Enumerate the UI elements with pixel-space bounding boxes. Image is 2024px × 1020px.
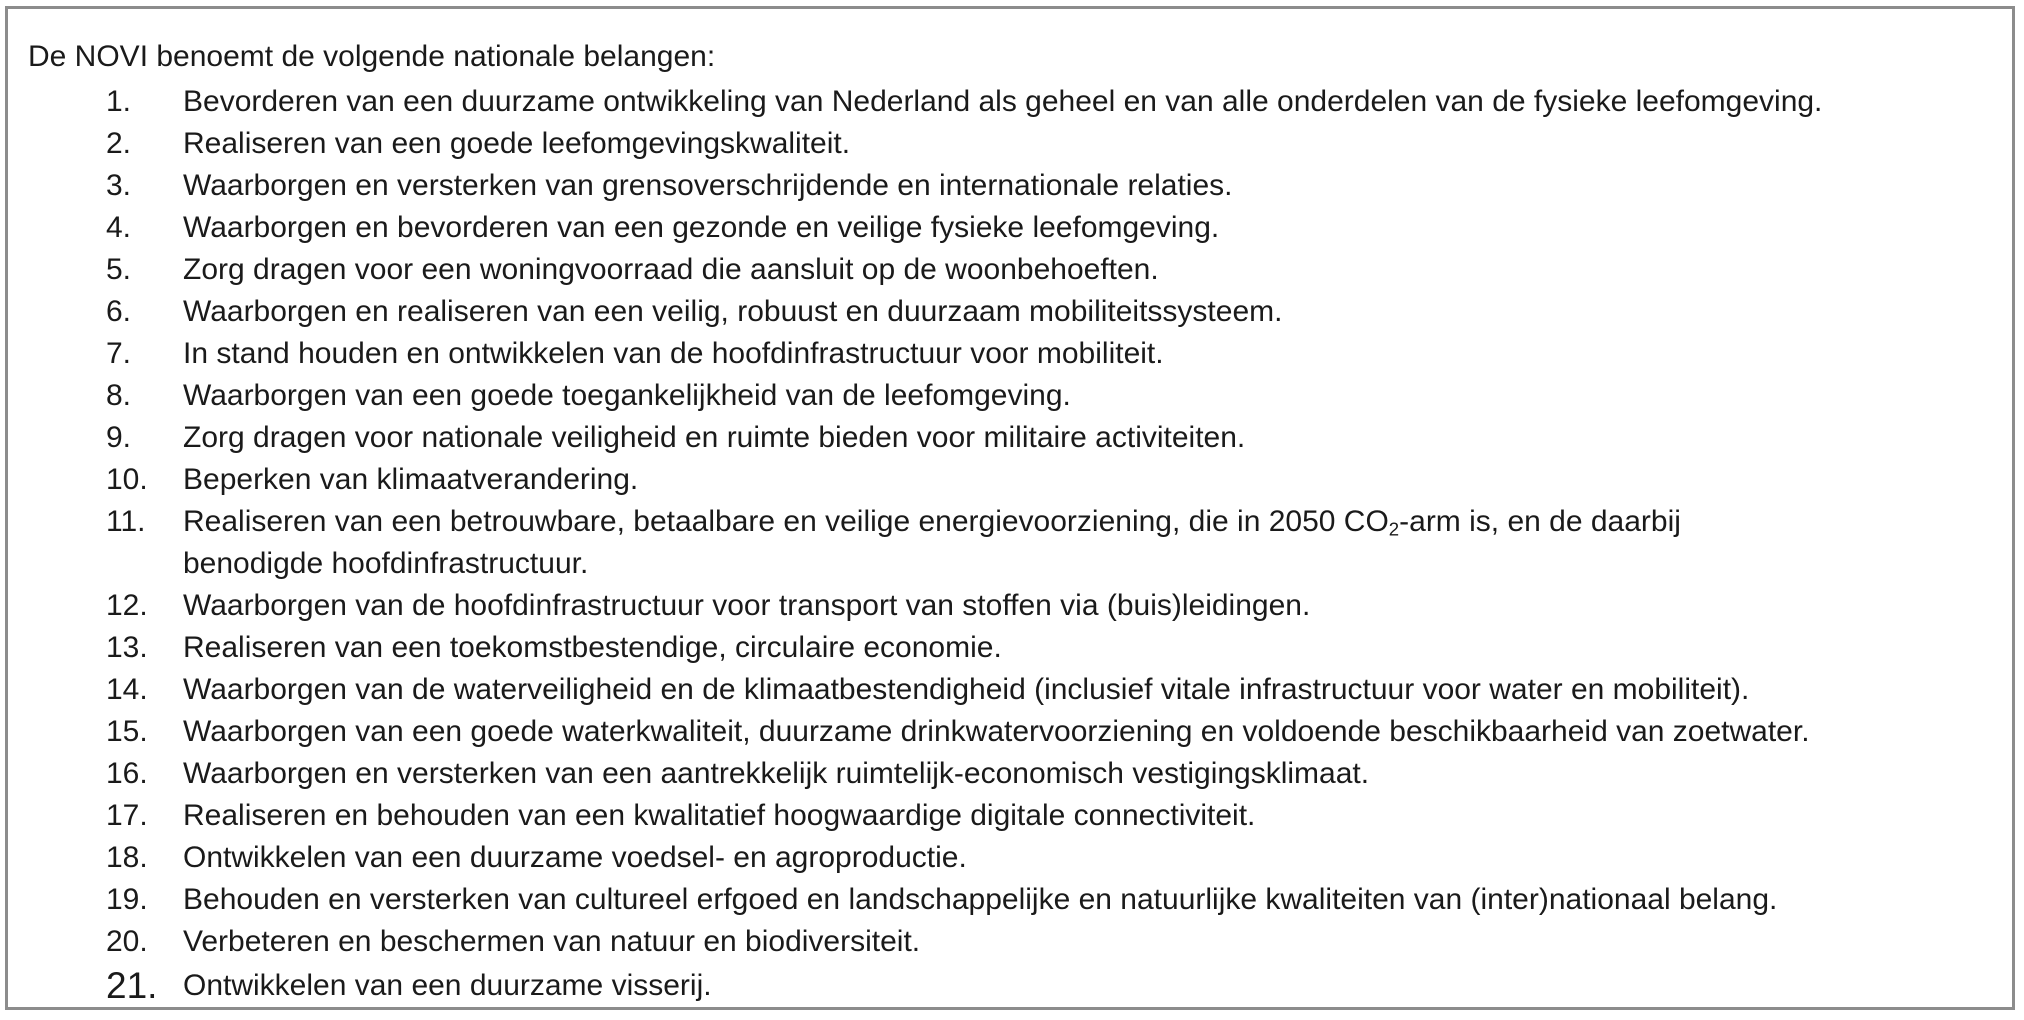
list-item <box>8 921 2008 963</box>
item-number: 9. <box>106 421 132 454</box>
item-number: 18. <box>106 841 148 874</box>
item-text: Ontwikkelen van een duurzame voedsel- en agroproductie. <box>183 841 967 874</box>
list-item <box>8 123 2008 165</box>
list-item <box>8 375 2008 417</box>
item-text: Waarborgen van een goede toegankelijkheid van de leefomgeving. <box>183 379 1071 412</box>
item-text: Waarborgen en realiseren van een veilig, robuust en duurzaam mobiliteitssysteem. <box>183 295 1283 328</box>
item-number: 17. <box>106 799 148 832</box>
item-number: 14. <box>106 673 148 706</box>
item-text: Waarborgen van een goede waterkwaliteit, duurzame drinkwatervoorziening en voldoende beschikbaarheid van zoetwater. <box>183 715 1810 748</box>
list-item <box>8 585 2008 627</box>
list-item <box>8 333 2008 375</box>
list-item <box>8 459 2008 501</box>
list-item <box>8 501 2008 585</box>
item-number: 2. <box>106 127 132 160</box>
item-number: 8. <box>106 379 132 412</box>
item-number: 12. <box>106 589 148 622</box>
item-number: 4. <box>106 211 132 244</box>
item-number: 3. <box>106 169 132 202</box>
list-item <box>8 963 2008 1009</box>
list-item <box>8 627 2008 669</box>
item-text: Waarborgen van de waterveiligheid en de klimaatbestendigheid (inclusief vitale infrastructuur voor water en mobiliteit). <box>183 673 1750 706</box>
list-item <box>8 795 2008 837</box>
item-number: 5. <box>106 253 132 286</box>
item-number: 1. <box>106 85 132 118</box>
subscript-two: 2 <box>1388 518 1400 540</box>
item-number: 13. <box>106 631 148 664</box>
item-text: Zorg dragen voor een woningvoorraad die aansluit op de woonbehoeften. <box>183 253 1159 286</box>
item-text: Behouden en versterken van cultureel erfgoed en landschappelijke en natuurlijke kwaliteiten van (inter)nationaal belang. <box>183 883 1778 916</box>
item-number: 15. <box>106 715 148 748</box>
item-text: Ontwikkelen van een duurzame visserij. <box>183 969 712 1002</box>
list-item <box>8 669 2008 711</box>
list-item <box>8 81 2008 123</box>
item-text: Beperken van klimaatverandering. <box>183 463 639 496</box>
intro-text: De NOVI benoemt de volgende nationale belangen: <box>28 40 716 73</box>
item-text: Waarborgen en bevorderen van een gezonde en veilige fysieke leefomgeving. <box>183 211 1220 244</box>
list-item <box>8 417 2008 459</box>
item-text: Waarborgen en versterken van een aantrekkelijk ruimtelijk-economisch vestigingsklimaat. <box>183 757 1370 790</box>
list-item <box>8 249 2008 291</box>
item-text-part: -arm is, en de daarbij <box>1399 505 1681 538</box>
list-item <box>8 291 2008 333</box>
item-text <box>183 501 1988 585</box>
item-text: Waarborgen van de hoofdinfrastructuur voor transport van stoffen via (buis)leidingen. <box>183 589 1311 622</box>
item-text: Waarborgen en versterken van grensoverschrijdende en internationale relaties. <box>183 169 1233 202</box>
national-interests-list <box>8 81 2008 1009</box>
item-number: 19. <box>106 883 148 916</box>
list-item <box>8 837 2008 879</box>
item-text: Zorg dragen voor nationale veiligheid en ruimte bieden voor militaire activiteiten. <box>183 421 1246 454</box>
item-number: 10. <box>106 463 148 496</box>
list-item <box>8 879 2008 921</box>
item-number: 21. <box>106 965 158 1006</box>
item-text-continuation: benodigde hoofdinfrastructuur. <box>183 547 589 580</box>
item-text: Verbeteren en beschermen van natuur en biodiversiteit. <box>183 925 921 958</box>
item-text: In stand houden en ontwikkelen van de hoofdinfrastructuur voor mobiliteit. <box>183 337 1164 370</box>
item-text-part: Realiseren van een betrouwbare, betaalbare en veilige energievoorziening, die in 2050 CO <box>183 505 1389 538</box>
list-item <box>8 753 2008 795</box>
item-number: 16. <box>106 757 148 790</box>
document-box <box>5 6 2015 1010</box>
item-number: 6. <box>106 295 132 328</box>
item-text: Realiseren en behouden van een kwalitatief hoogwaardige digitale connectiviteit. <box>183 799 1256 832</box>
list-item <box>8 165 2008 207</box>
list-item <box>8 207 2008 249</box>
item-number: 11. <box>106 505 146 538</box>
item-text: Bevorderen van een duurzame ontwikkeling van Nederland als geheel en van alle onderdelen van de fysieke leefomgeving. <box>183 85 1823 118</box>
item-text: Realiseren van een goede leefomgevingskwaliteit. <box>183 127 851 160</box>
item-number: 20. <box>106 925 148 958</box>
list-item <box>8 711 2008 753</box>
item-number: 7. <box>106 337 132 370</box>
item-text: Realiseren van een toekomstbestendige, circulaire economie. <box>183 631 1002 664</box>
